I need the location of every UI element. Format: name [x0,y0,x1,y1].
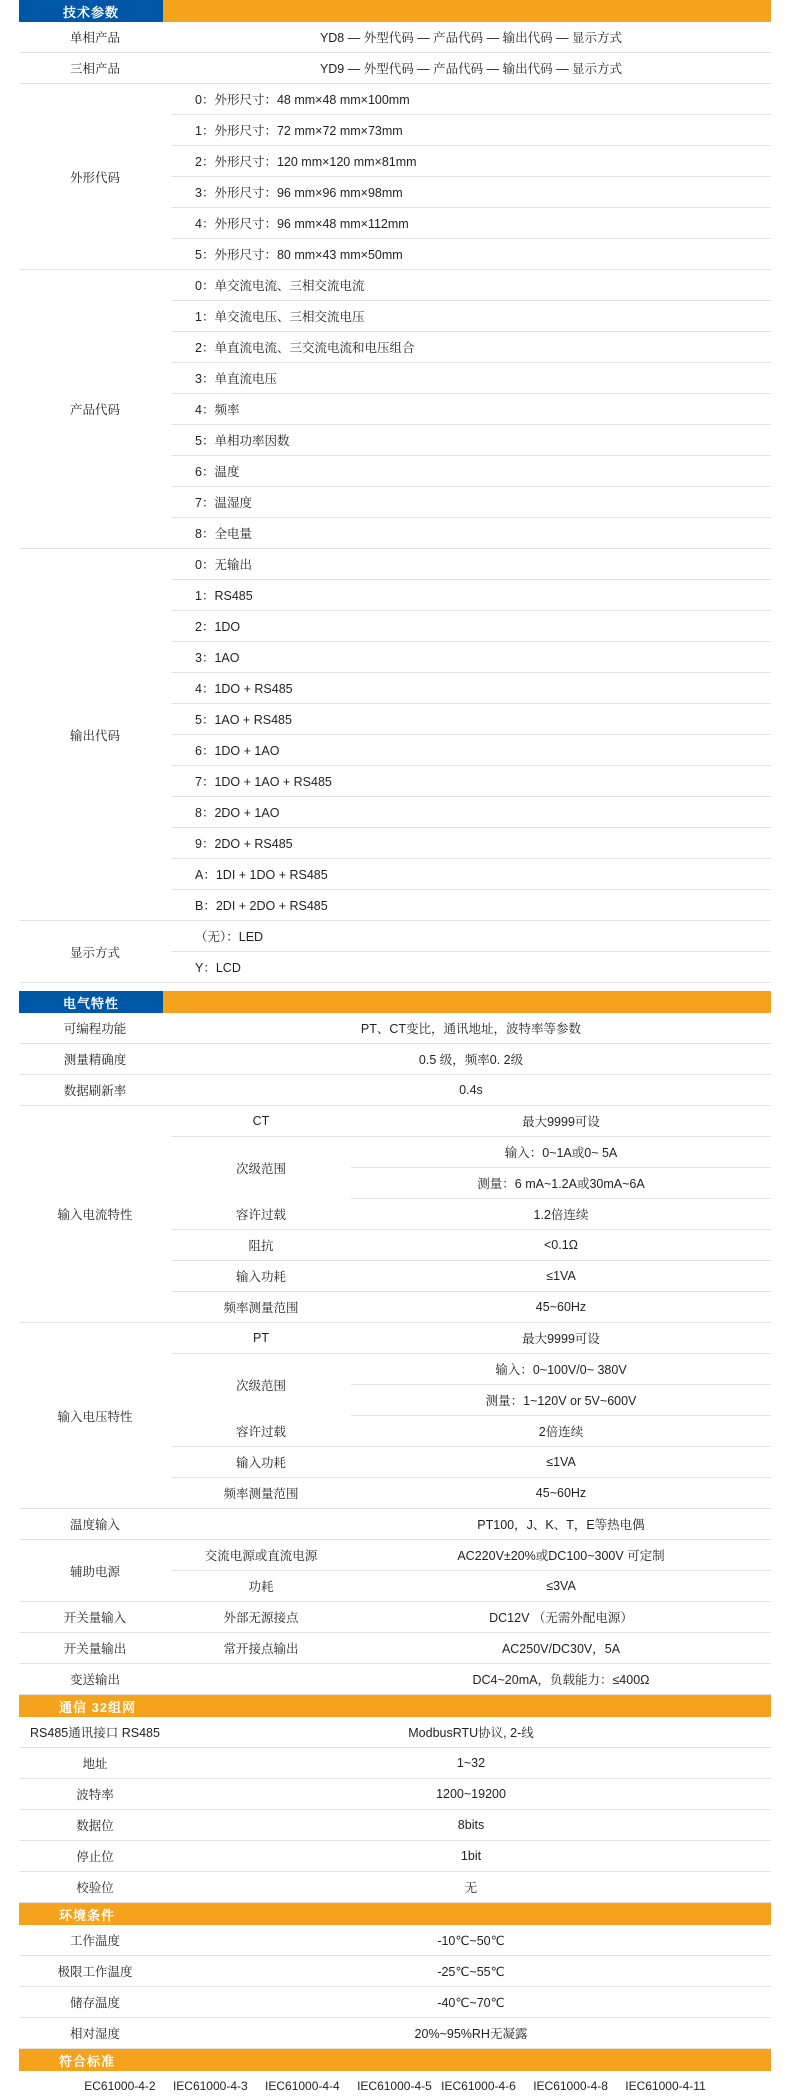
row-label: 输出代码 [19,549,171,921]
row-label: 开关量输出 [19,1633,171,1664]
row-sublabel [171,1509,351,1540]
standard-item: EC61000-4-2 [84,2079,156,2093]
row-label: 可编程功能 [19,1013,171,1044]
row-value: 输入：0~1A或0~ 5A [351,1137,771,1168]
table-row [19,1664,771,1695]
standards-list [19,2071,771,2099]
row-label: 输入电压特性 [19,1323,171,1509]
row-value: 9：2DO + RS485 [171,828,771,859]
section-title-electric: 电气特性 [19,991,163,1013]
row-value: ≤1VA [351,1447,771,1478]
standards-table [19,2049,771,2099]
row-value: 4：频率 [171,394,771,425]
standard-item: IEC61000-4-11 [625,2079,706,2093]
row-label: 极限工作温度 [19,1956,171,1987]
row-value: 最大9999可设 [351,1323,771,1354]
row-value: 8：2DO + 1AO [171,797,771,828]
row-value: 3：外形尺寸：96 mm×96 mm×98mm [171,177,771,208]
row-value: 45~60Hz [351,1292,771,1323]
row-label: 输入电流特性 [19,1106,171,1323]
row-value: 4：外形尺寸：96 mm×48 mm×112mm [171,208,771,239]
standard-item: IEC61000-4-5 [357,2079,432,2093]
row-label: 产品代码 [19,270,171,549]
row-value: DC4~20mA，负载能力：≤400Ω [351,1664,771,1695]
row-value: 5：外形尺寸：80 mm×43 mm×50mm [171,239,771,270]
row-value: AC250V/DC30V，5A [351,1633,771,1664]
row-label: 开关量输入 [19,1602,171,1633]
standard-item: IEC61000-4-3 [172,2079,248,2093]
row-sublabel: 外部无源接点 [171,1602,351,1633]
row-value: 1.2倍连续 [351,1199,771,1230]
row-sublabel: 容许过载 [171,1416,351,1447]
row-value: 0.4s [171,1075,771,1106]
row-value: -10℃~50℃ [171,1925,771,1956]
standard-item: IEC61000-4-4 [265,2079,340,2093]
table-row [19,549,771,580]
table-row [19,53,771,84]
row-value: 0：无输出 [171,549,771,580]
communication-table [19,1695,771,1903]
row-value: 0：单交流电流、三相交流电流 [171,270,771,301]
row-sublabel: PT [171,1323,351,1354]
row-value: 1：单交流电压、三相交流电压 [171,301,771,332]
table-row [19,1925,771,1956]
table-row [19,1602,771,1633]
table-row [19,1841,771,1872]
table-row [19,1748,771,1779]
row-value: 1：RS485 [171,580,771,611]
row-sublabel: 交流电源或直流电源 [171,1540,351,1571]
row-label: 测量精确度 [19,1044,171,1075]
row-sublabel: 常开接点输出 [171,1633,351,1664]
section-title-env: 环境条件 [19,1903,771,1925]
row-sublabel: 次级范围 [235,1378,286,1393]
row-label: 显示方式 [19,921,171,983]
row-sublabel: 频率测量范围 [171,1292,351,1323]
row-value: 输入：0~100V/0~ 380V [351,1354,771,1385]
row-sublabel: 频率测量范围 [171,1478,351,1509]
row-value: 4：1DO + RS485 [171,673,771,704]
row-label: 三相产品 [19,53,171,84]
table-row [19,1044,771,1075]
row-value: 7：温湿度 [171,487,771,518]
row-value: 8bits [171,1810,771,1841]
section-title-comm: 通信 32组网 [19,1695,771,1717]
table-row [19,1810,771,1841]
table-row [19,1075,771,1106]
table-row [19,22,771,53]
section-bar-fill [163,991,771,1013]
table-row [19,1323,771,1354]
row-value: 2：外形尺寸：120 mm×120 mm×81mm [171,146,771,177]
section-header-tech [19,0,771,22]
section-header-comm [19,1695,771,1717]
row-sublabel: CT [171,1106,351,1137]
row-label: 波特率 [19,1779,171,1810]
table-row [19,2018,771,2049]
row-value: 20%~95%RH无凝露 [171,2018,771,2049]
row-value: 2：1DO [171,611,771,642]
row-value: A：1DI + 1DO + RS485 [171,859,771,890]
row-value: 6：1DO + 1AO [171,735,771,766]
table-row [19,270,771,301]
row-value: 无 [171,1872,771,1903]
row-label: 变送输出 [19,1664,171,1695]
electric-characteristics-table [19,991,771,1695]
row-value: <0.1Ω [351,1230,771,1261]
row-value: 7：1DO + 1AO + RS485 [171,766,771,797]
row-value: Y：LCD [171,952,771,983]
row-sublabel: 阻抗 [171,1230,351,1261]
table-row [19,1106,771,1137]
table-row [19,921,771,952]
environment-table [19,1903,771,2049]
row-value: 45~60Hz [351,1478,771,1509]
row-value: YD9 — 外型代码 — 产品代码 — 输出代码 — 显示方式 [171,53,771,84]
row-value: ModbusRTU协议, 2-线 [171,1717,771,1748]
row-value: （无）：LED [171,921,771,952]
table-row [19,84,771,115]
row-value: 8：全电量 [171,518,771,549]
row-value: YD8 — 外型代码 — 产品代码 — 输出代码 — 显示方式 [171,22,771,53]
row-value: 最大9999可设 [351,1106,771,1137]
row-value: 0.5 级，频率0. 2级 [171,1044,771,1075]
row-label: 外形代码 [19,84,171,270]
row-value: B：2DI + 2DO + RS485 [171,890,771,921]
tech-parameters-table [19,0,771,983]
row-value: 5：单相功率因数 [171,425,771,456]
row-label: RS485通讯接口 RS485 [19,1717,171,1748]
row-value: PT、CT变比，通讯地址，波特率等参数 [171,1013,771,1044]
table-row [19,1013,771,1044]
section-spacer [0,983,790,991]
row-label: 数据位 [19,1810,171,1841]
row-value: PT100，J、K、T，E等热电偶 [351,1509,771,1540]
row-value: 3：单直流电压 [171,363,771,394]
row-value: 0：外形尺寸：48 mm×48 mm×100mm [171,84,771,115]
table-row [19,1717,771,1748]
section-header-env [19,1903,771,1925]
row-value: ≤3VA [351,1571,771,1602]
section-title-tech: 技术参数 [19,0,163,22]
table-row [19,1987,771,2018]
row-value: 2：单直流电流、三交流电流和电压组合 [171,332,771,363]
row-value: 1~32 [171,1748,771,1779]
row-label: 数据刷新率 [19,1075,171,1106]
row-value: 1bit [171,1841,771,1872]
row-label: 校验位 [19,1872,171,1903]
row-value: 6：温度 [171,456,771,487]
row-label: 单相产品 [19,22,171,53]
standard-item: IEC61000-4-6 [441,2079,516,2093]
row-value: 1200~19200 [171,1779,771,1810]
row-label: 辅助电源 [19,1540,171,1602]
section-bar-fill [163,0,771,22]
table-row [19,1779,771,1810]
row-label: 温度输入 [19,1509,171,1540]
row-value: DC12V （无需外配电源） [351,1602,771,1633]
standards-row [19,2071,771,2099]
standard-item: IEC61000-4-8 [533,2079,608,2093]
table-row [19,1872,771,1903]
row-value: 2倍连续 [351,1416,771,1447]
table-row [19,1633,771,1664]
row-label: 地址 [19,1748,171,1779]
row-value: 测量：1~120V or 5V~600V [351,1385,771,1416]
row-value: -40℃~70℃ [171,1987,771,2018]
table-row [19,1509,771,1540]
row-sublabel: 次级范围 [235,1161,286,1176]
row-value: 5：1AO + RS485 [171,704,771,735]
row-value: AC220V±20%或DC100~300V 可定制 [351,1540,771,1571]
row-value: 3：1AO [171,642,771,673]
section-header-electric [19,991,771,1013]
row-value: 1：外形尺寸：72 mm×72 mm×73mm [171,115,771,146]
row-sublabel: 输入功耗 [171,1261,351,1292]
row-label: 停止位 [19,1841,171,1872]
row-sublabel: 容许过载 [171,1199,351,1230]
row-value: -25℃~55℃ [171,1956,771,1987]
row-sublabel: 输入功耗 [171,1447,351,1478]
row-value: ≤1VA [351,1261,771,1292]
table-row [19,1956,771,1987]
table-row [19,1540,771,1571]
row-sublabel: 功耗 [171,1571,351,1602]
section-title-standards: 符合标准 [19,2049,771,2071]
row-value: 测量：6 mA~1.2A或30mA~6A [351,1168,771,1199]
row-label: 工作温度 [19,1925,171,1956]
row-sublabel [171,1664,351,1695]
row-label: 储存温度 [19,1987,171,2018]
row-label: 相对湿度 [19,2018,171,2049]
